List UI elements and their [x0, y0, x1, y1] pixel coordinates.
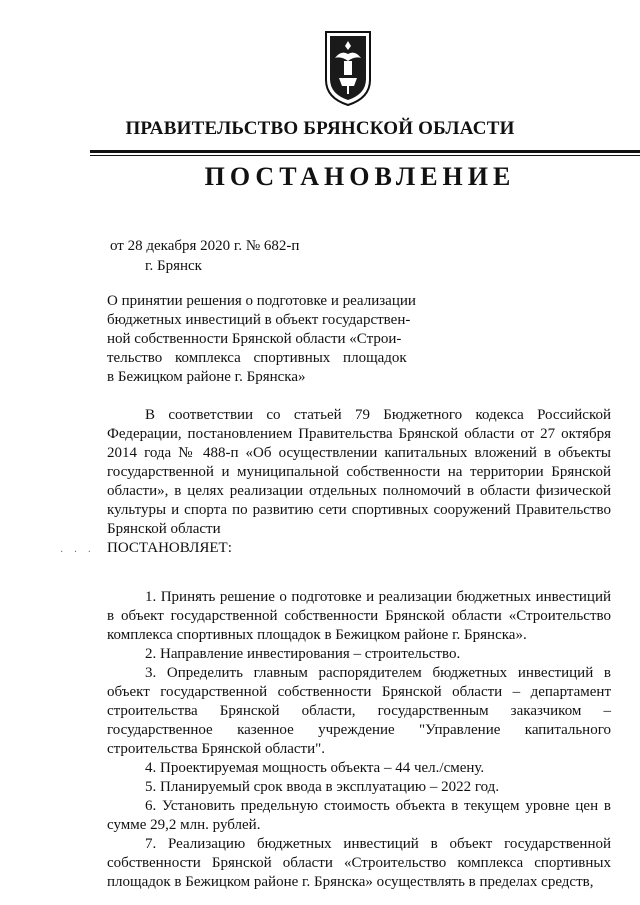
document-type-title: ПОСТАНОВЛЕНИЕ [204, 162, 516, 191]
clause-item: 2. Направление инвестирования – строительство. [145, 646, 461, 662]
document-date-number: от 28 декабря 2020 г. № 682-п [110, 238, 300, 254]
preamble-paragraph: В соответствии со статьей 79 Бюджетного кодекса Российской Федерации, постановлением Правительства Брянской области от 27 октября 2014 года № 488-п «Об осуществлении капитальных вложений в объекты государственной и муниципальной собственности на территории Брянской области», в целях реализации отдельных полномочий в области физической культуры и спорта по развитию сети спортивных сооружений Правительство Брянской области [107, 407, 611, 537]
header-divider-thin [90, 155, 640, 156]
clause-item: 3. Определить главным распорядителем бюджетных инвестиций в объект государственной собственности Брянской области – департамент строительства Брянской области, государственным заказчиком – государственное казенное учреждение "Управление капитального строительства Брянской области". [107, 665, 611, 757]
subject-line: в Бежицком районе г. Брянска» [107, 369, 306, 385]
clause-item: 1. Принять решение о подготовке и реализации бюджетных инвестиций в объект государственной собственности Брянской области «Строительство комплекса спортивных площадок в Бежицком районе г. Брянска». [107, 589, 611, 643]
document-body [107, 406, 611, 892]
decree-word: ПОСТАНОВЛЯЕТ: [107, 540, 232, 556]
coat-of-arms-icon [323, 28, 373, 108]
margin-mark: · · · [60, 547, 95, 558]
clause-item: 4. Проектируемая мощность объекта – 44 чел./смену. [145, 760, 485, 776]
header-divider [90, 150, 640, 153]
clause-item: 7. Реализацию бюджетных инвестиций в объект государственной собственности Брянской области «Строительство комплекса спортивных площадок в Бежицком районе г. Брянска» осуществлять в пределах средств, [107, 836, 611, 890]
organization-name: ПРАВИТЕЛЬСТВО БРЯНСКОЙ ОБЛАСТИ [125, 118, 515, 139]
paragraph-gap [107, 558, 611, 588]
document-city: г. Брянск [145, 258, 202, 274]
subject-line: бюджетных инвестиций в объект государствен- [107, 312, 411, 328]
clause-item: 5. Планируемый срок ввода в эксплуатацию – 2022 год. [145, 779, 500, 795]
subject-line: ной собственности Брянской области «Строи- [107, 331, 402, 347]
document-subject [107, 292, 419, 387]
clause-item: 6. Установить предельную стоимость объекта в текущем уровне цен в сумме 29,2 млн. рублей. [107, 798, 611, 833]
subject-line: О принятии решения о подготовке и реализации [107, 293, 416, 309]
subject-line: тельство комплекса спортивных площадок [107, 350, 407, 366]
